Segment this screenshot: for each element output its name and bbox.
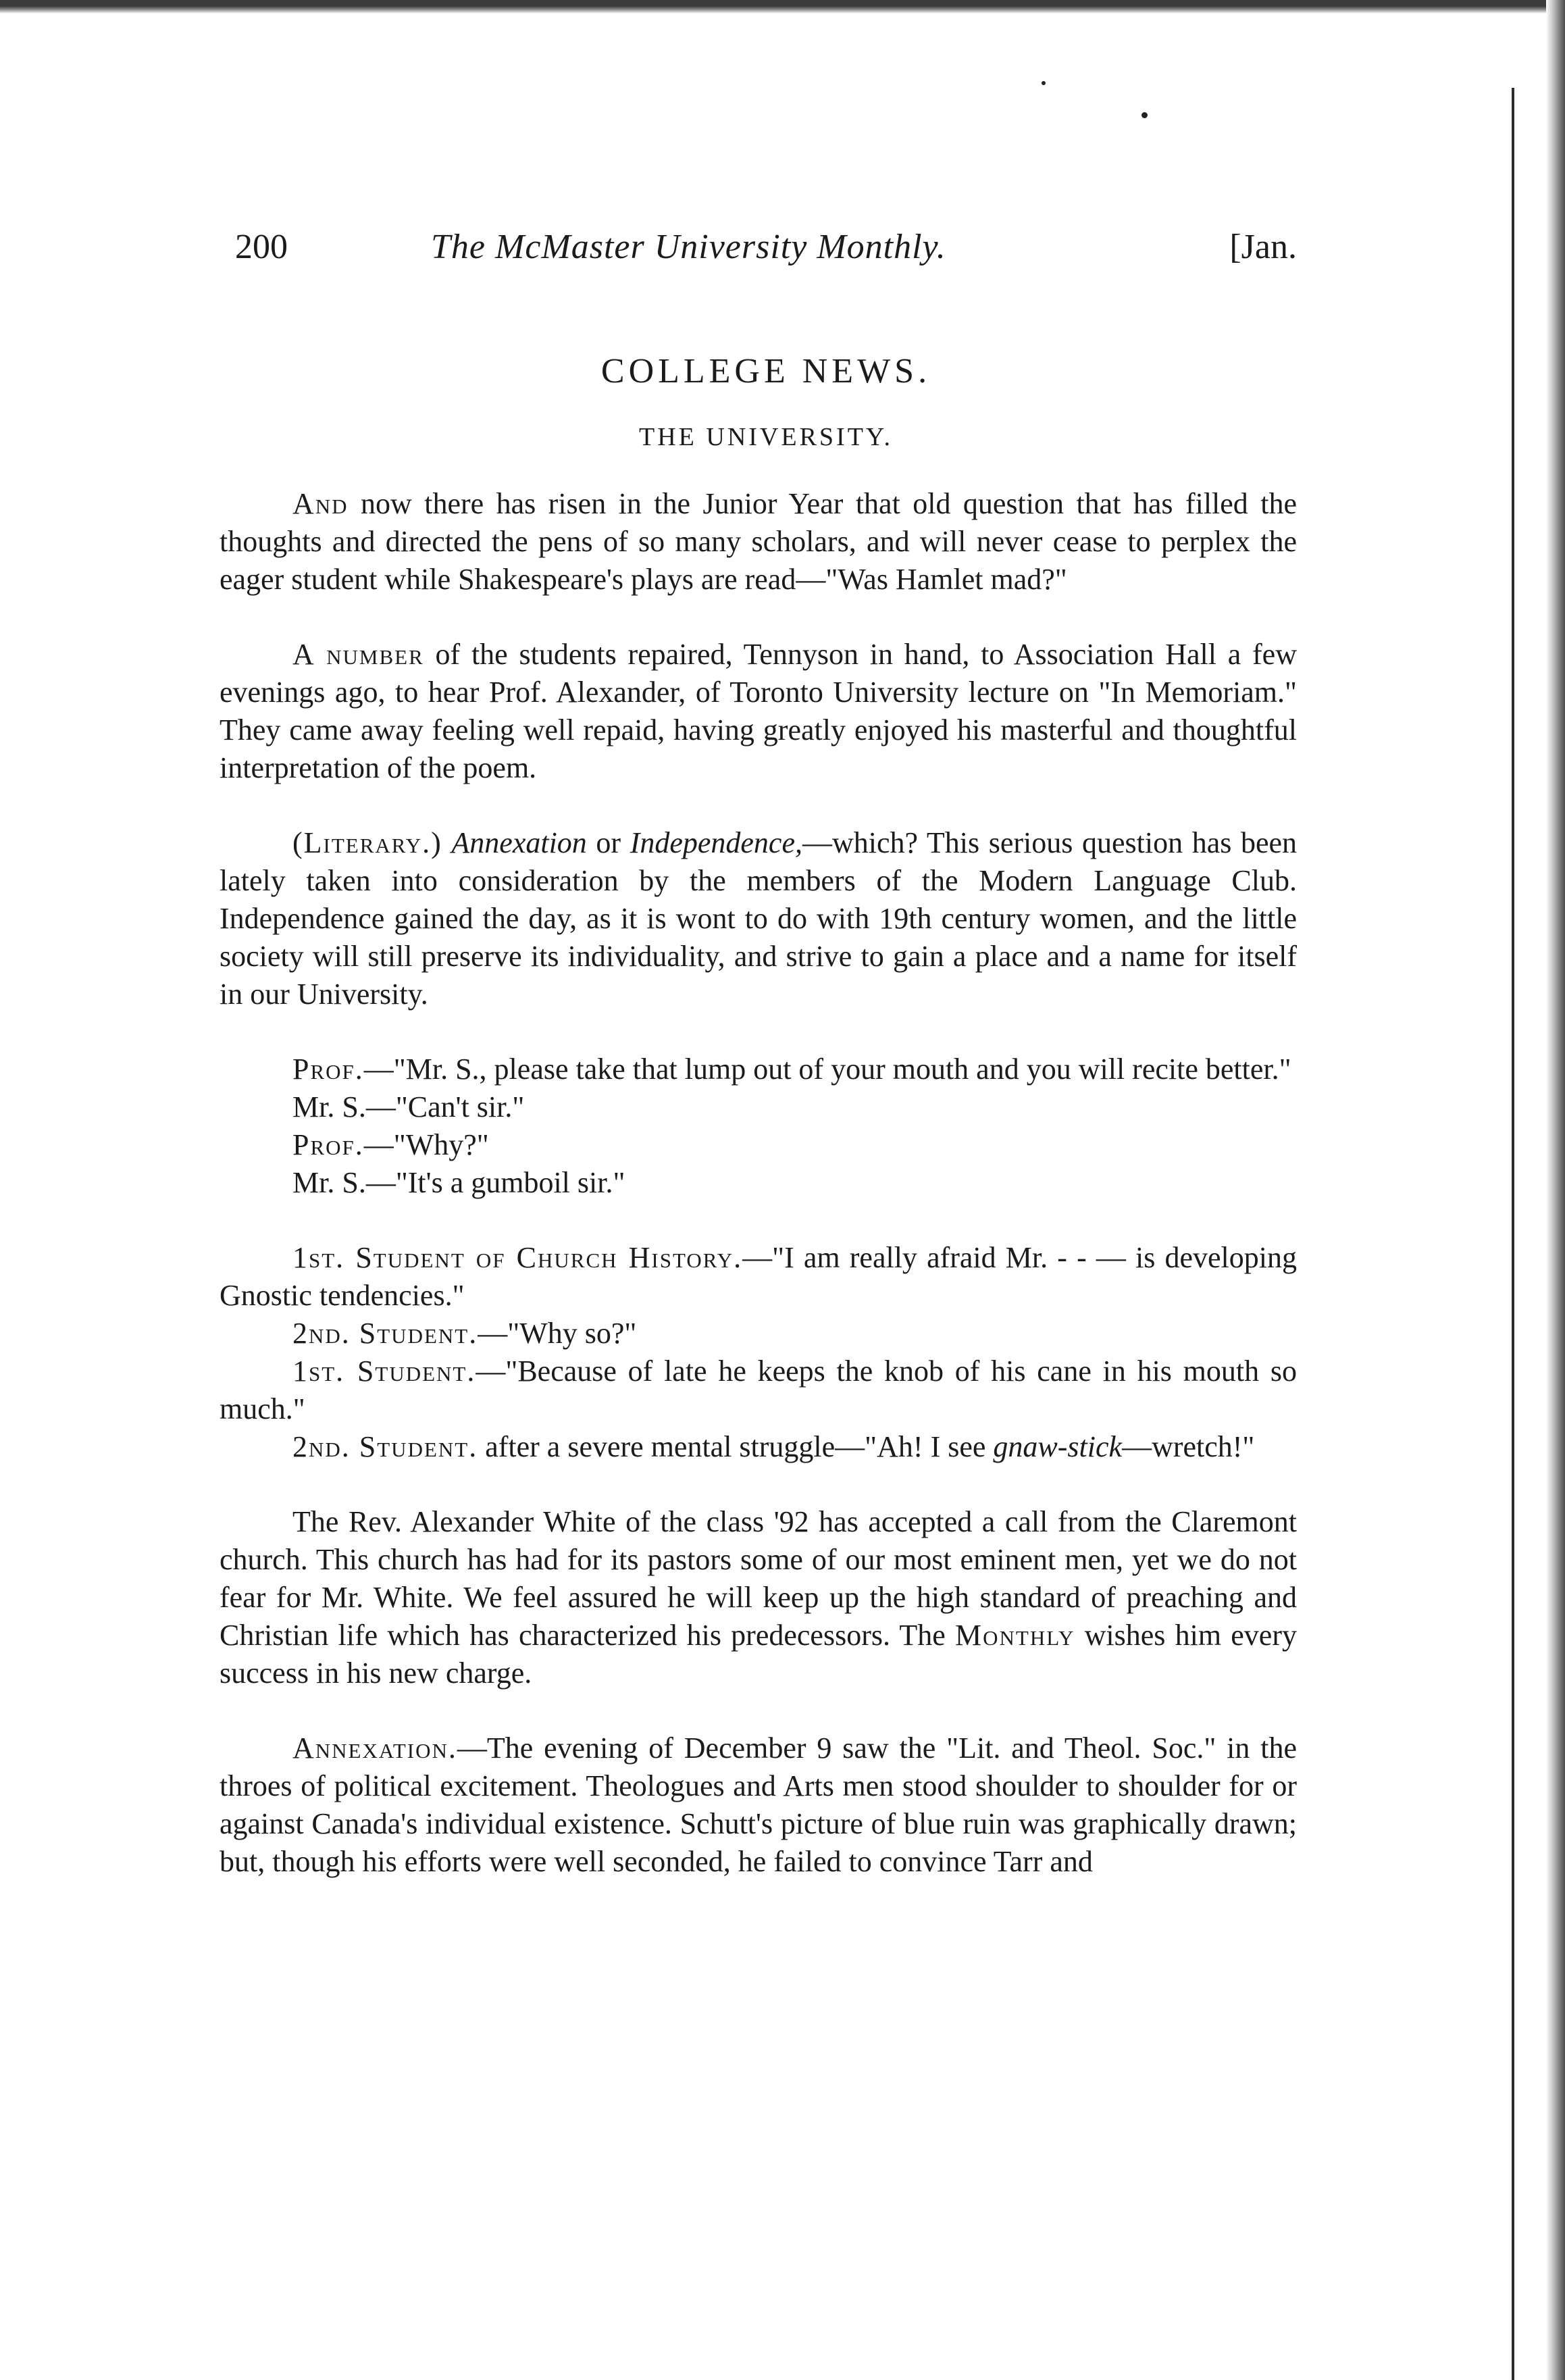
dialogue-line: Mr. S.—"It's a gumboil sir."	[292, 1166, 625, 1199]
dialogue-line	[220, 1050, 1297, 1088]
ink-speck	[1141, 112, 1148, 118]
lead-word: And	[292, 487, 349, 520]
dialogue-line	[220, 1239, 1297, 1315]
dialogue-line: Mr. S.—"Can't sir."	[292, 1090, 525, 1123]
paragraph-annexation-debate	[220, 1729, 1297, 1881]
paragraph-text: of the students repaired, Tennyson in hand, to Association Hall a few evenings ago, to hear Prof. Alexander, of Toronto University lecture on "In Memoriam." They came away feeling well repaid, having greatly enjoyed his masterful and thoughtful interpretation of the poem.	[220, 638, 1297, 784]
paragraph-in-memoriam	[220, 636, 1297, 787]
speaker: 2nd. Student.	[292, 1430, 478, 1463]
italic-annexation: Annexation	[451, 826, 587, 859]
journal-title: The McMaster University Monthly.	[431, 228, 946, 266]
page-number: 200	[235, 228, 288, 266]
line-text: —"Why so?"	[478, 1317, 637, 1350]
dialogue-line	[220, 1428, 1297, 1466]
speaker: 1st. Student of Church History.	[292, 1241, 743, 1274]
line-text: after a severe mental struggle—"Ah! I see	[478, 1430, 994, 1463]
page-margin-rule	[1512, 88, 1514, 2380]
dialogue-gnostic	[220, 1239, 1297, 1466]
line-text: —"Why?"	[363, 1128, 489, 1161]
speaker: Prof.	[292, 1053, 364, 1086]
paragraph-literary	[220, 824, 1297, 1013]
line-text: —"Mr. S., please take that lump out of your mouth and you will recite better."	[363, 1053, 1291, 1086]
italic-gnaw-stick: gnaw-stick	[993, 1430, 1123, 1463]
subsection-title: THE UNIVERSITY.	[639, 423, 893, 451]
paragraph-text: now there has risen in the Junior Year that old question that has filled the thoughts and directed the pens of so many scholars, and will never cease to perplex the eager student while Shakespeare's plays are read—"Was Hamlet mad?"	[220, 487, 1297, 596]
monthly-name: Monthly	[954, 1619, 1075, 1652]
dialogue-gumboil	[220, 1050, 1297, 1202]
line-text: —"I am really afraid Mr. - - — is developing Gnostic tendencies."	[220, 1241, 1297, 1312]
line-text: —"Because of late he keeps the knob of his cane in his mouth so much."	[220, 1354, 1298, 1425]
paragraph-hamlet	[220, 485, 1297, 599]
italic-independence: Independence,	[630, 826, 802, 859]
article-body	[220, 485, 1297, 1918]
dialogue-line	[220, 1315, 1297, 1352]
paragraph-text: The Rev. Alexander White of the class '92 has accepted a call from the Claremont church. This church has had for its pastors some of our most eminent men, yet we do not fear for Mr. White. We feel assured he will keep up the high standard of preaching and Christian life which has characterized his predecessors. The	[220, 1505, 1297, 1652]
lead-word: Annexation.	[292, 1731, 457, 1765]
speaker: 2nd. Student.	[292, 1317, 478, 1350]
paragraph-text: or	[586, 826, 630, 859]
page-top-edge	[0, 0, 1565, 14]
paragraph-text: —The evening of December 9 saw the "Lit. and Theol. Soc." in the throes of political excitement. Theologues and Arts men stood shoulder to shoulder for or against Canada's individual existence. Schutt's picture of blue ruin was graphically drawn; but, though his efforts were well seconded, he failed to convince Tarr and	[220, 1731, 1297, 1878]
issue-month: [Jan.	[1229, 228, 1297, 266]
ink-speck	[1042, 81, 1046, 85]
running-head	[235, 227, 1297, 274]
paragraph-text: wishes him every success in his new charge.	[220, 1619, 1297, 1690]
lead-word: A number	[292, 638, 424, 671]
speaker: Prof.	[292, 1128, 364, 1161]
lead-word: (Literary.)	[292, 826, 442, 859]
paragraph-text: —which? This serious question has been lately taken into consideration by the members of the Modern Language Club. Independence gained the day, as it is wont to do with 19th century women, and the little society will still preserve its individuality, and strive to gain a place and a name for itself in our University.	[220, 826, 1298, 1011]
paragraph-rev-white	[220, 1503, 1297, 1692]
speaker: 1st. Student.	[292, 1354, 476, 1388]
dialogue-line	[220, 1352, 1297, 1428]
line-text: —wretch!"	[1122, 1430, 1255, 1463]
page-right-edge	[1546, 0, 1565, 2380]
section-title: COLLEGE NEWS.	[600, 352, 931, 390]
dialogue-line	[220, 1126, 1297, 1164]
